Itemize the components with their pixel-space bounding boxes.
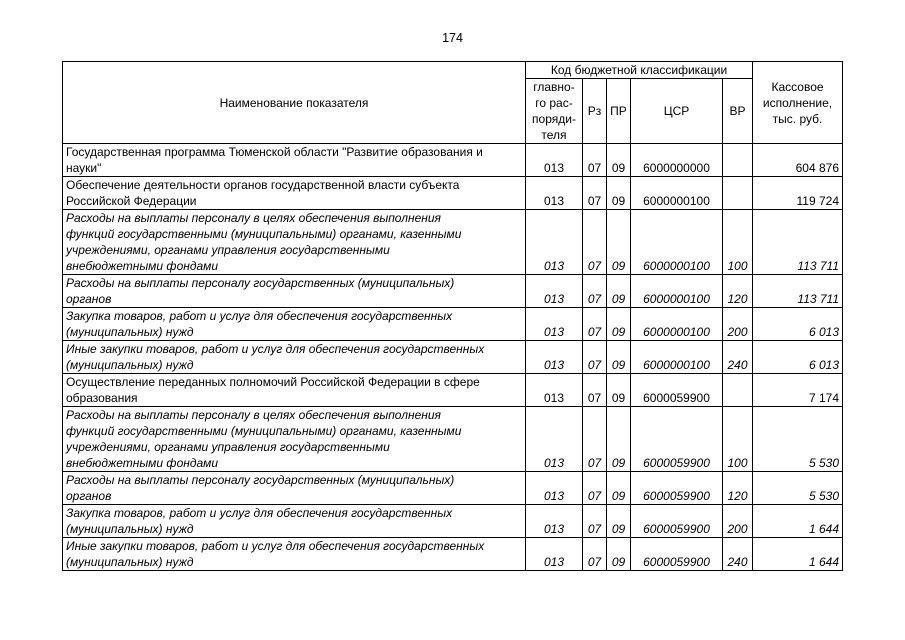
row-rz: 07	[583, 275, 607, 308]
row-pr: 09	[607, 472, 631, 505]
row-admin-code: 013	[526, 472, 583, 505]
header-name: Наименование показателя	[63, 62, 526, 144]
row-name	[63, 144, 526, 177]
row-name-line: Закупка товаров, работ и услуг для обеспечения государственных	[66, 309, 453, 323]
row-rz: 07	[583, 505, 607, 538]
row-name-line: функций государственными (муниципальными) органами, казенными	[66, 227, 462, 241]
header-admin-line: теля	[541, 128, 567, 142]
row-vr: 200	[723, 505, 753, 538]
row-name	[63, 538, 526, 571]
row-pr: 09	[607, 538, 631, 571]
row-vr: 120	[723, 472, 753, 505]
row-name-line: Обеспечение деятельности органов государственной власти субъекта	[66, 178, 460, 192]
row-pr: 09	[607, 308, 631, 341]
row-name	[63, 505, 526, 538]
table-row	[63, 374, 843, 407]
row-rz: 07	[583, 472, 607, 505]
header-amount-line: тыс. руб.	[772, 111, 823, 126]
page-number: 174	[442, 31, 463, 45]
row-amount: 7 174	[753, 374, 843, 407]
row-rz: 07	[583, 341, 607, 374]
row-name	[63, 275, 526, 308]
row-pr: 09	[607, 341, 631, 374]
header-cash-execution	[753, 62, 843, 144]
row-name-line: Российской Федерации	[66, 194, 197, 208]
header-rz: Рз	[583, 79, 607, 144]
table-row	[63, 472, 843, 505]
row-name-line: образования	[66, 391, 138, 405]
header-csr: ЦСР	[631, 79, 723, 144]
row-name-line: науки"	[66, 161, 102, 175]
row-name-line: (муниципальных) нужд	[66, 325, 194, 339]
row-amount: 113 711	[753, 275, 843, 308]
row-admin-code: 013	[526, 538, 583, 571]
row-name	[63, 341, 526, 374]
row-vr: 200	[723, 308, 753, 341]
row-name-line: Расходы на выплаты персоналу государственных (муниципальных)	[66, 276, 455, 290]
row-amount: 604 876	[753, 144, 843, 177]
row-name	[63, 374, 526, 407]
header-amount-line: Кассовое	[771, 79, 824, 94]
row-admin-code: 013	[526, 177, 583, 210]
row-vr	[723, 374, 753, 407]
header-admin-line: поряди-	[532, 112, 576, 126]
row-amount: 6 013	[753, 341, 843, 374]
row-amount: 1 644	[753, 505, 843, 538]
row-admin-code: 013	[526, 505, 583, 538]
row-vr	[723, 177, 753, 210]
row-admin-code: 013	[526, 144, 583, 177]
row-name-line: внебюджетными фондами	[66, 456, 219, 470]
row-pr: 09	[607, 144, 631, 177]
row-name-line: учреждениями, органами управления государственными	[66, 440, 390, 454]
row-name-line: Осуществление переданных полномочий Российской Федерации в сфере	[66, 375, 480, 389]
row-csr: 6000000100	[631, 308, 723, 341]
row-name-line: (муниципальных) нужд	[66, 555, 194, 569]
row-admin-code: 013	[526, 407, 583, 472]
table-row	[63, 407, 843, 472]
row-pr: 09	[607, 407, 631, 472]
row-amount: 5 530	[753, 472, 843, 505]
row-rz: 07	[583, 538, 607, 571]
header-pr: ПР	[607, 79, 631, 144]
table-row	[63, 505, 843, 538]
row-rz: 07	[583, 210, 607, 275]
row-name	[63, 472, 526, 505]
row-name-line: Закупка товаров, работ и услуг для обеспечения государственных	[66, 506, 453, 520]
row-vr	[723, 144, 753, 177]
table-row	[63, 144, 843, 177]
row-name-line: Государственная программа Тюменской области "Развитие образования и	[66, 145, 483, 159]
row-admin-code: 013	[526, 275, 583, 308]
row-name-line: внебюджетными фондами	[66, 259, 219, 273]
row-rz: 07	[583, 374, 607, 407]
row-name-line: Расходы на выплаты персоналу в целях обеспечения выполнения	[66, 211, 441, 225]
row-name	[63, 177, 526, 210]
row-pr: 09	[607, 374, 631, 407]
row-csr: 6000000000	[631, 144, 723, 177]
row-name-line: органов	[66, 489, 112, 503]
row-csr: 6000059900	[631, 472, 723, 505]
row-pr: 09	[607, 177, 631, 210]
row-admin-code: 013	[526, 374, 583, 407]
header-chief-administrator	[526, 79, 583, 144]
table-row	[63, 538, 843, 571]
header-admin-line: го рас-	[535, 96, 573, 110]
header-budget-code-group: Код бюджетной классификации	[526, 62, 753, 79]
row-pr: 09	[607, 210, 631, 275]
row-name-line: Расходы на выплаты персоналу в целях обеспечения выполнения	[66, 408, 441, 422]
row-pr: 09	[607, 505, 631, 538]
table-row	[63, 308, 843, 341]
row-name	[63, 210, 526, 275]
row-csr: 6000059900	[631, 407, 723, 472]
table-row	[63, 177, 843, 210]
row-csr: 6000059900	[631, 374, 723, 407]
row-name-line: Иные закупки товаров, работ и услуг для обеспечения государственных	[66, 342, 485, 356]
row-vr: 100	[723, 210, 753, 275]
row-csr: 6000000100	[631, 341, 723, 374]
row-pr: 09	[607, 275, 631, 308]
row-rz: 07	[583, 177, 607, 210]
header-amount-line: исполнение,	[762, 95, 833, 110]
row-amount: 5 530	[753, 407, 843, 472]
header-admin-line: главно-	[533, 80, 575, 94]
budget-table	[62, 61, 843, 571]
row-csr: 6000000100	[631, 210, 723, 275]
row-rz: 07	[583, 407, 607, 472]
row-amount: 113 711	[753, 210, 843, 275]
row-name-line: функций государственными (муниципальными) органами, казенными	[66, 424, 462, 438]
row-amount: 1 644	[753, 538, 843, 571]
row-amount: 119 724	[753, 177, 843, 210]
row-name-line: (муниципальных) нужд	[66, 522, 194, 536]
row-name-line: Расходы на выплаты персоналу государственных (муниципальных)	[66, 473, 455, 487]
row-vr: 240	[723, 341, 753, 374]
row-name-line: органов	[66, 292, 112, 306]
row-amount: 6 013	[753, 308, 843, 341]
row-csr: 6000000100	[631, 275, 723, 308]
row-admin-code: 013	[526, 308, 583, 341]
table-body	[63, 144, 843, 571]
table-row	[63, 210, 843, 275]
row-admin-code: 013	[526, 341, 583, 374]
row-admin-code: 013	[526, 210, 583, 275]
row-csr: 6000000100	[631, 177, 723, 210]
row-rz: 07	[583, 308, 607, 341]
row-name	[63, 407, 526, 472]
header-vr: ВР	[723, 79, 753, 144]
row-csr: 6000059900	[631, 505, 723, 538]
row-vr: 120	[723, 275, 753, 308]
row-name	[63, 308, 526, 341]
row-csr: 6000059900	[631, 538, 723, 571]
row-vr: 100	[723, 407, 753, 472]
row-name-line: (муниципальных) нужд	[66, 358, 194, 372]
table-row	[63, 341, 843, 374]
row-vr: 240	[723, 538, 753, 571]
table-row	[63, 275, 843, 308]
row-name-line: учреждениями, органами управления государственными	[66, 243, 390, 257]
row-rz: 07	[583, 144, 607, 177]
row-name-line: Иные закупки товаров, работ и услуг для обеспечения государственных	[66, 539, 485, 553]
